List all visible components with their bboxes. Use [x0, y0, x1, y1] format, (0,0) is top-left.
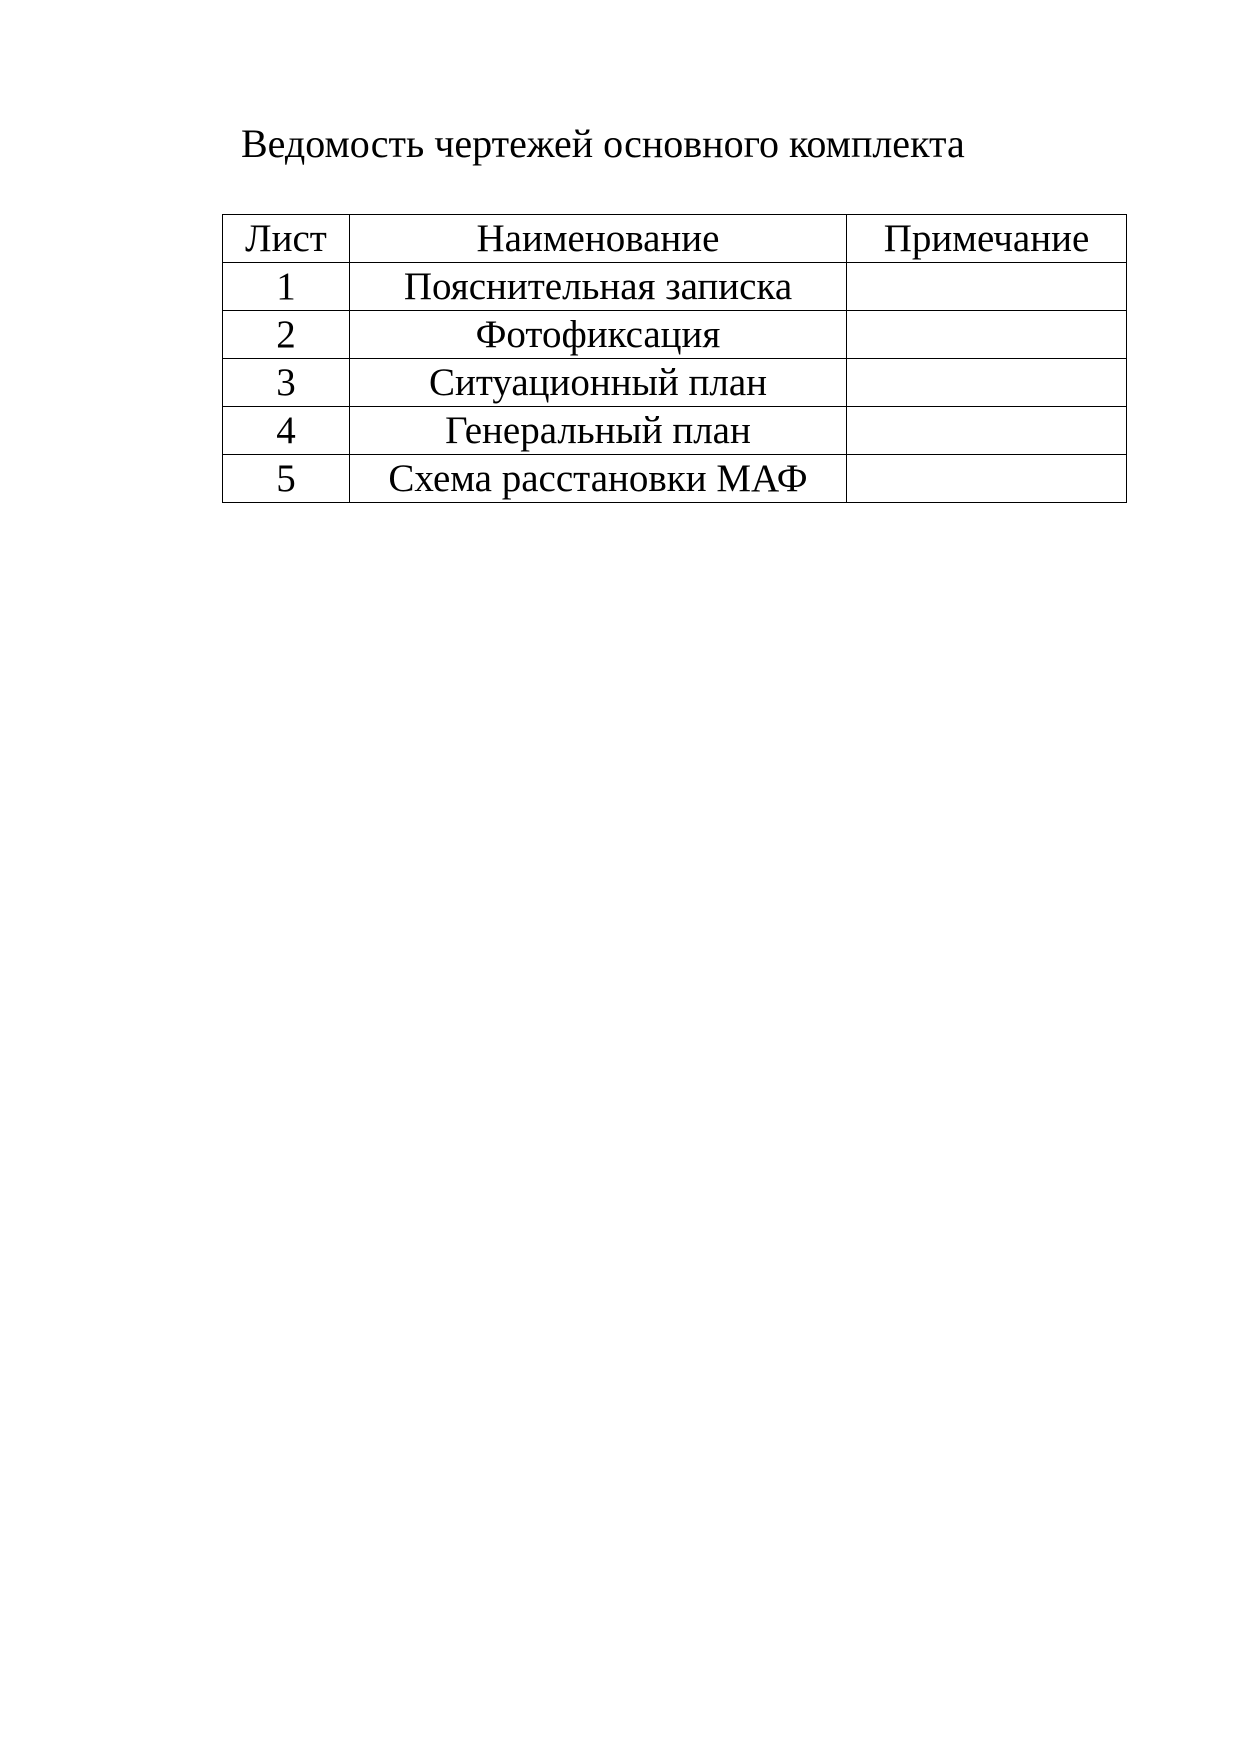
cell-name: Схема расстановки МАФ	[350, 455, 847, 503]
cell-note	[847, 359, 1127, 407]
page-title: Ведомость чертежей основного комплекта	[241, 121, 965, 166]
table-row	[223, 311, 1127, 359]
cell-sheet: 4	[223, 407, 350, 455]
cell-sheet: 1	[223, 263, 350, 311]
drawings-table	[222, 214, 1127, 503]
cell-name: Фотофиксация	[350, 311, 847, 359]
header-note: Примечание	[847, 215, 1127, 263]
table-header-row	[223, 215, 1127, 263]
header-name: Наименование	[350, 215, 847, 263]
cell-name: Пояснительная записка	[350, 263, 847, 311]
cell-note	[847, 263, 1127, 311]
table-row	[223, 359, 1127, 407]
table-row	[223, 407, 1127, 455]
table-row	[223, 455, 1127, 503]
cell-name: Ситуационный план	[350, 359, 847, 407]
cell-sheet: 3	[223, 359, 350, 407]
header-sheet: Лист	[223, 215, 350, 263]
cell-sheet: 2	[223, 311, 350, 359]
cell-note	[847, 407, 1127, 455]
cell-sheet: 5	[223, 455, 350, 503]
cell-note	[847, 311, 1127, 359]
cell-note	[847, 455, 1127, 503]
cell-name: Генеральный план	[350, 407, 847, 455]
table-row	[223, 263, 1127, 311]
